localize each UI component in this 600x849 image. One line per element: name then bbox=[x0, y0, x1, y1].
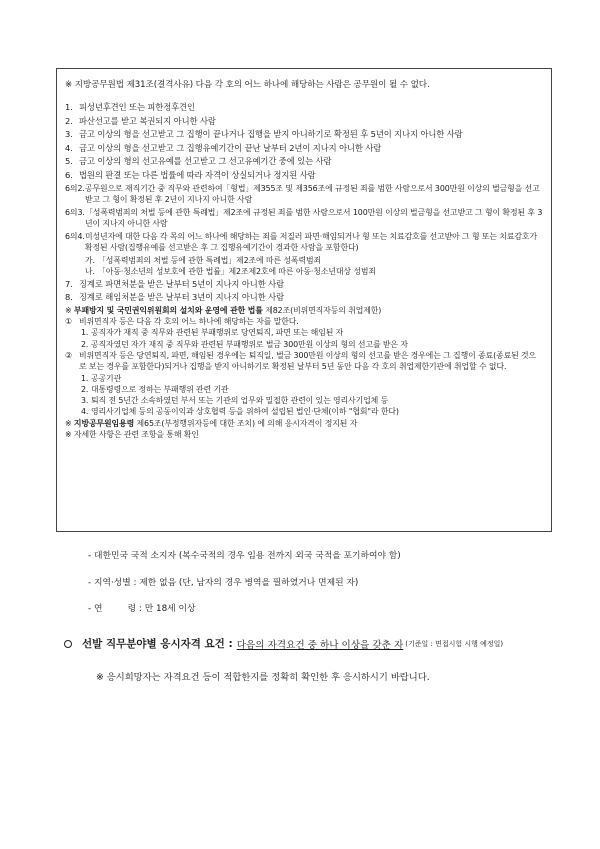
list-item: 5. 금고 이상의 형의 선고유예를 선고받고 그 선고유예기간 중에 있는 사람 bbox=[65, 156, 332, 167]
list-item: 6의2. 공무원으로 재직기간 중 직무와 관련하여「형법」제355조 및 제356조에 규정된 죄를 범한 사람으로서 300만원 이상의 벌금형을 선고받고 그 형이 확정된 후 2년이 지나지 아니한 사람 bbox=[65, 183, 540, 204]
heading-requirement: 다음의 자격요건 중 하나 이상을 갖춘 자 bbox=[236, 639, 404, 651]
list-item: 6. 법원의 판결 또는 다른 법률에 따라 자격이 상실되거나 정지된 사람 bbox=[65, 170, 316, 181]
section-heading bbox=[64, 636, 503, 651]
law3-line: ※ 지방공무원임용령 제65조(부정행위자등에 대한 조치) 에 의해 응시자격이 정지된 자 bbox=[65, 418, 358, 428]
list-item: 4. 금고 이상의 형을 선고받고 그 집행유예기간이 끝난 날부터 2년이 지나지 아니한 사람 bbox=[65, 142, 382, 153]
clause-sub-item: 3. 퇴직 전 5년간 소속하였던 부서 또는 기관의 업무와 밀접한 관련이 있는 영리사기업체 등 bbox=[81, 396, 389, 406]
list-item: 8. 징계로 해임처분을 받은 날부터 3년이 지나지 아니한 사람 bbox=[65, 292, 284, 303]
list-item: 1. 피성년후견인 또는 피한정후견인 bbox=[65, 102, 195, 113]
circle-bullet-icon bbox=[64, 640, 72, 648]
detail-note: ※ 자세한 사항은 관련 조항을 통해 확인 bbox=[65, 429, 199, 439]
clause-2: ② 비위면직자 등은 당연퇴직, 파면, 해임된 경우에는 퇴직일, 벌금 300만원 이상의 형의 선고를 받은 경우에는 그 집행이 종료(종료된 것으로 보는 경우를 포함한다)되거나 집행을 받지 아니하기로 확정된 날부터 5년 동안 다음 각 호의 취업제한기관에 취업할 수 없다. bbox=[65, 350, 537, 372]
applicant-notice: ※ 응시희망자는 자격요건 등이 적합한지를 정확히 확인한 후 응시하시기 바랍니다. bbox=[96, 672, 430, 683]
sub-item: 나. 「아동·청소년의 성보호에 관한 법률」제2조제2호에 따른 아동·청소년대상 성범죄 bbox=[85, 267, 376, 277]
law2-title: ※ 부패방지 및 국민권익위원회의 설치와 운영에 관한 법률 제82조(비위면직자등의 취업제한) bbox=[65, 305, 382, 315]
clause-sub-item: 2. 대통령령으로 정하는 부패행위 관련 기관 bbox=[81, 384, 229, 394]
list-item: 6의4. 미성년자에 대한 다음 각 목의 어느 하나에 해당하는 죄를 저질러 파면·해임되거나 형 또는 치료감호를 선고받아 그 형 또는 치료감호가 확정된 사람(집행유예를 선고받은 후 그 집행유예기간이 경과한 사람을 포함한다) bbox=[65, 231, 537, 253]
clause-sub-item: 2. 공직자였던 자가 재직 중 직무와 관련된 부패행위로 벌금 300만원 이상의 형의 선고를 받은 자 bbox=[81, 339, 408, 349]
law1-intro: ※ 지방공무원법 제31조(결격사유) 다음 각 호의 어느 하나에 해당하는 사람은 공무원이 될 수 없다. bbox=[65, 80, 430, 90]
list-item: 6의3. 「성폭력범죄의 처벌 등에 관한 특례법」제2조에 규정된 죄를 범한 사람으로서 100만원 이상의 벌금형을 선고받고 그 형이 확정된 후 3년이 지나지 아니한 사람 bbox=[65, 207, 543, 229]
list-item: 7. 징계로 파면처분을 받은 날부터 5년이 지나지 아니한 사람 bbox=[65, 278, 284, 289]
clause-sub-item: 4. 영리사기업체 등의 공동이익과 상호협력 등을 위하여 설립된 법인·단체(이하 "협회"라 한다) bbox=[81, 407, 399, 417]
list-item: 3. 금고 이상의 형을 선고받고 그 집행이 끝나거나 집행을 받지 아니하기로 확정된 후 5년이 지나지 아니한 사람 bbox=[65, 129, 463, 140]
requirement-region-gender: - 지역·성별 : 제한 없음 (단, 남자의 경우 병역을 필하였거나 면제된 자) bbox=[88, 578, 359, 588]
clause-sub-item: 1. 공공기관 bbox=[81, 373, 122, 383]
requirement-age: - 연 령 : 만 18세 이상 bbox=[88, 604, 196, 614]
requirement-nationality: - 대한민국 국적 소지자 (복수국적의 경우 임용 전까지 외국 국적을 포기하여야 함) bbox=[88, 551, 401, 561]
clause-sub-item: 1. 공직자가 재직 중 직무와 관련된 부패행위로 당연퇴직, 파면 또는 해임된 자 bbox=[81, 328, 344, 338]
list-item: 2. 파산선고를 받고 복권되지 아니한 사람 bbox=[65, 115, 216, 126]
clause-1: ① 비위면직자 등은 다음 각 호의 어느 하나에 해당하는 자를 말한다. bbox=[65, 317, 299, 327]
sub-item: 가. 「성폭력범죄의 처벌 등에 관한 특례법」제2조에 따른 성폭력범죄 bbox=[85, 255, 322, 265]
disqualification-box bbox=[56, 68, 552, 532]
heading-title: 선발 직무분야별 응시자격 요건 : bbox=[82, 638, 233, 650]
heading-reference-date: (기준일 : 면접시험 시행 예정일) bbox=[405, 639, 504, 648]
items-list bbox=[65, 101, 543, 303]
